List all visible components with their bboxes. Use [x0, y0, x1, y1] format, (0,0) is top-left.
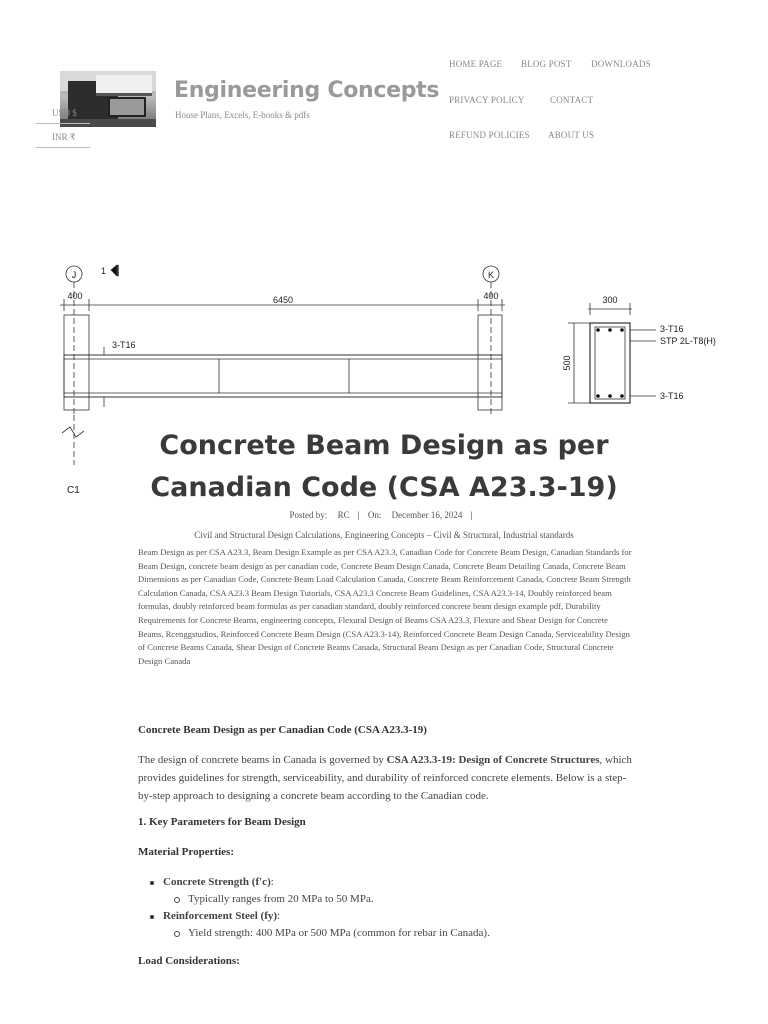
post-title: Concrete Beam Design as per Canadian Code (CSA A23.3-19): [150, 430, 618, 503]
nav-contact[interactable]: CONTACT: [550, 95, 594, 105]
section-depth-label: 500: [562, 355, 572, 371]
column-left: [64, 315, 89, 410]
nav-refund-policies[interactable]: REFUND POLICIES: [449, 130, 530, 140]
post-meta: Posted by: RC | On: December 16, 2024 |: [289, 510, 473, 520]
dim-col-left: 400: [67, 291, 83, 301]
dim-span: 6450: [272, 295, 294, 305]
nav-about-us[interactable]: ABOUT US: [548, 130, 595, 140]
code-name: CSA A23.3-19: Design of Concrete Structures: [386, 754, 600, 766]
grid-label-k: K: [487, 270, 495, 280]
nav-downloads[interactable]: DOWNLOADS: [591, 59, 651, 69]
posted-by-label: Posted by:: [289, 510, 328, 520]
site-tagline: House Plans, Excels, E-books & pdfs: [175, 110, 310, 120]
section-top-bar-label: 3-T16: [660, 324, 684, 334]
list-item: Reinforcement Steel (fy):: [138, 908, 490, 925]
currency-inr[interactable]: INR ₹: [36, 126, 90, 148]
section-bottom-bar-label: 3-T16: [660, 391, 684, 401]
section-heading-key-parameters: 1. Key Parameters for Beam Design: [138, 816, 306, 828]
column-right: [478, 315, 502, 410]
section-mark-arrow: [111, 265, 117, 276]
list-subitem: Yield strength: 400 MPa or 500 MPa (common for rebar in Canada).: [138, 925, 490, 942]
nav-privacy-policy[interactable]: PRIVACY POLICY: [449, 95, 525, 105]
stirrup-outline: [595, 327, 625, 399]
list-subitem: Typically ranges from 20 MPa to 50 MPa.: [138, 891, 490, 908]
break-mark: [62, 427, 84, 437]
currency-usd[interactable]: USD $: [36, 102, 90, 124]
list-item: Concrete Strength (f'c):: [138, 874, 490, 891]
author-link[interactable]: RC: [337, 510, 350, 520]
top-bar-label: 3-T16: [112, 340, 136, 350]
content-subheading: Concrete Beam Design as per Canadian Code (CSA A23.3-19): [138, 724, 427, 736]
nav-blog-post[interactable]: BLOG POST: [521, 59, 572, 69]
section-mark-label: 1: [101, 266, 107, 276]
material-list: [138, 874, 490, 942]
date-label: On:: [367, 510, 382, 520]
site-title[interactable]: Engineering Concepts: [174, 78, 440, 103]
beam-elevation: [64, 355, 502, 397]
load-considerations-heading: Load Considerations:: [138, 955, 240, 967]
section-stirrup-label: STP 2L-T8(H): [660, 336, 716, 346]
grid-label-j: J: [71, 270, 77, 280]
dim-col-right: 400: [483, 291, 499, 301]
intro-paragraph: The design of concrete beams in Canada is governed by CSA A23.3-19: Design of Concrete Structures, which provides guidelines for strength, serviceability, and durability of reinforced concrete elements. Below is a step-by-step approach to designing a concrete beam according to the Canadian code.: [138, 754, 632, 802]
post-tags[interactable]: Beam Design as per CSA A23.3, Beam Design Example as per CSA A23.3, Canadian Code for Concrete Beam Design, Canadian Standards for Beam Design, concrete beam design as per canadian code, Concrete Beam Design Canada, Concrete Beam Detailing Canada, Concrete Beam Dimensions as per Canadian Code, Concrete Beam Load Calculation Canada, Concrete Beam Reinforcement Canada, Concrete Beam Strength Calculation Canada, CSA A23.3 Beam Design Tutorials, CSA A23.3 Concrete Beam Guidelines, CSA A23.3-14, Doubly reinforced beam formulas, doubly reinforced beam formulas as per canadian standard, doubly reinforced concrete beam design example pdf, Durability Requirements for Concrete Beams, engineering concepts, Flexural Design of Beams CSA A23.3, Flexure and Shear Design for Concrete Beams, Rcenggstudios, Reinforced Concrete Beam Design (CSA A23.3-14), Reinforced Concrete Beam Design Canada, Serviceability Design of Concrete Beams Canada, Shear Design of Concrete Beams Canada, Structural Beam Design as per Canadian Code, Structural Concrete Design Canada: [138, 547, 632, 666]
post-categories[interactable]: Civil and Structural Design Calculations, Engineering Concepts – Civil & Structural, Industrial standards: [194, 530, 574, 540]
nav-home[interactable]: HOME PAGE: [449, 59, 503, 69]
section-width-label: 300: [602, 295, 618, 305]
material-properties-heading: Material Properties:: [138, 846, 235, 858]
section-outline: [590, 323, 630, 403]
column-label-c1: C1: [67, 485, 80, 496]
post-date: December 16, 2024: [391, 510, 463, 520]
